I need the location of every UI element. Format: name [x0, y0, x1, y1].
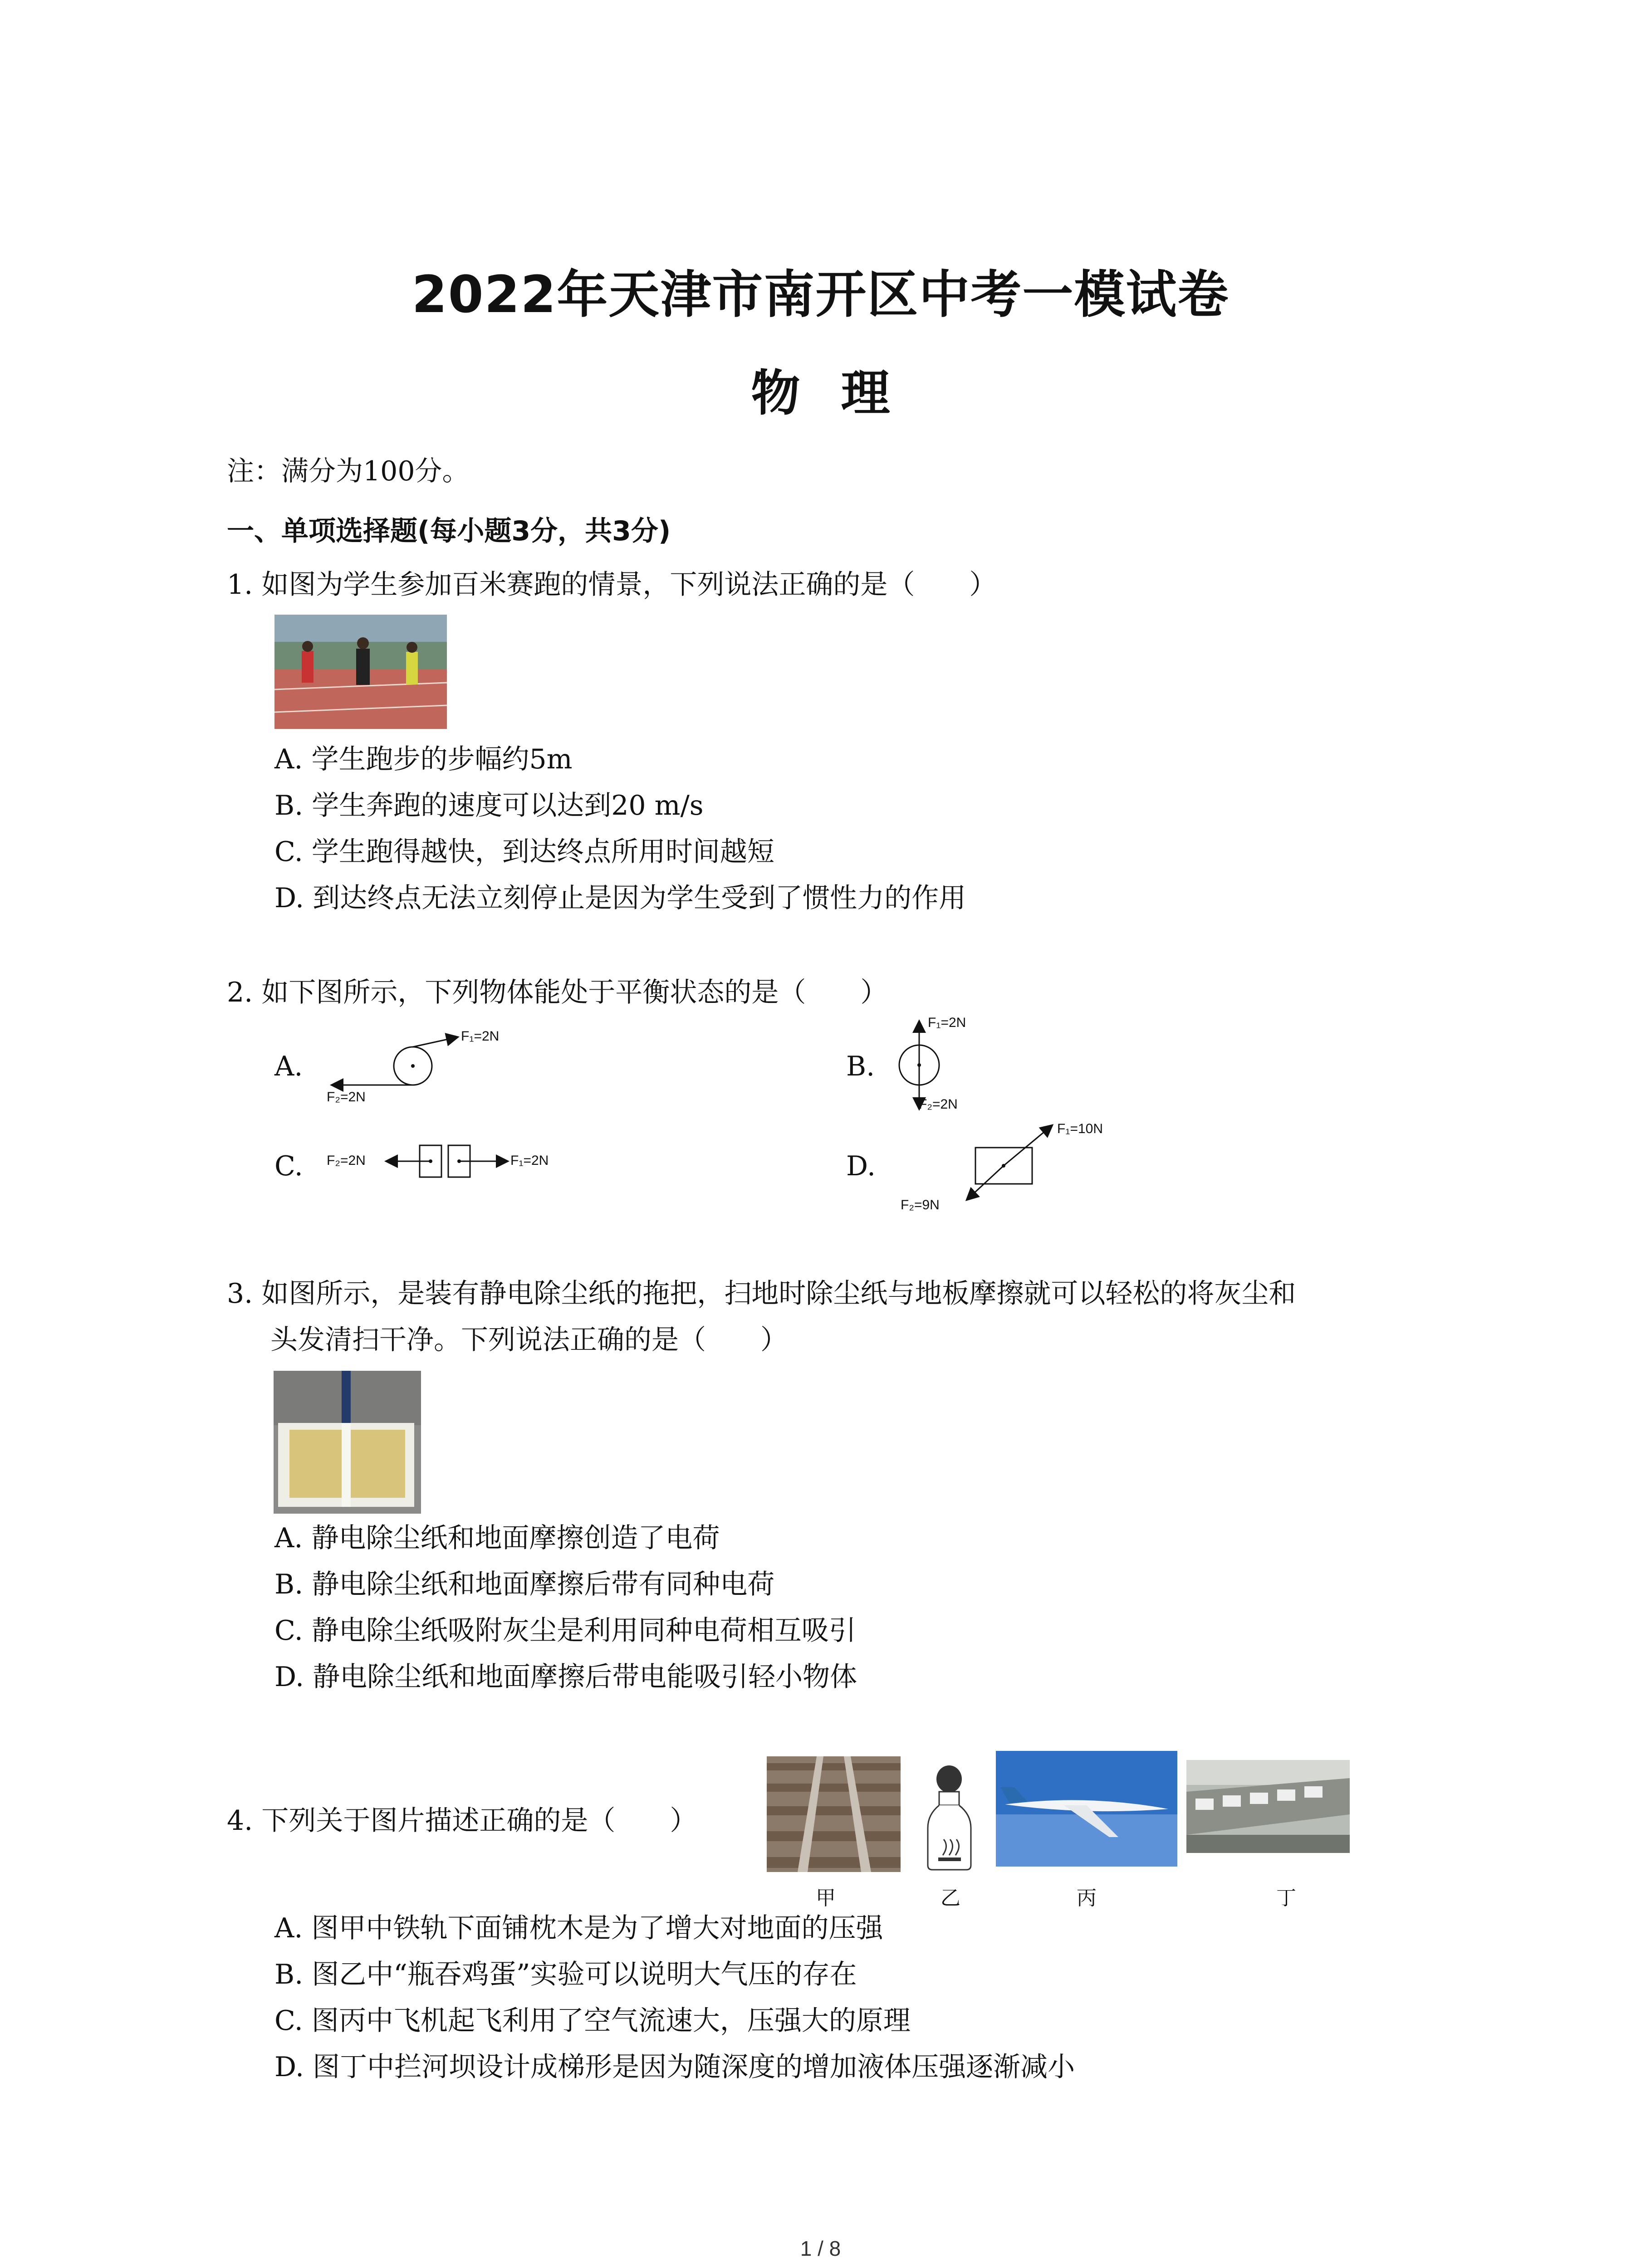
caption-jia: 甲: [816, 1887, 836, 1910]
dam-photo: [1186, 1760, 1350, 1853]
caption-ding: 丁: [1276, 1887, 1296, 1910]
sprint-race-photo: [274, 615, 447, 729]
q3-option-a[interactable]: A. 静电除尘纸和地面摩擦创造了电荷: [274, 1522, 720, 1554]
q2-a-f2-label: F₂=2N: [327, 1090, 366, 1105]
q3-option-c[interactable]: C. 静电除尘纸吸附灰尘是利用同种电荷相互吸引: [274, 1615, 856, 1647]
q3-option-b[interactable]: B. 静电除尘纸和地面摩擦后带有同种电荷: [274, 1569, 775, 1600]
caption-bing: 丙: [1077, 1887, 1097, 1910]
q3-option-d[interactable]: D. 静电除尘纸和地面摩擦后带电能吸引轻小物体: [274, 1661, 857, 1693]
q2-option-a-label[interactable]: A.: [274, 1051, 303, 1082]
q2-d-f2-label: F₂=9N: [901, 1198, 940, 1212]
q4-option-d[interactable]: D. 图丁中拦河坝设计成梯形是因为随深度的增加液体压强逐渐减小: [274, 2051, 1075, 2083]
page-number: 1 / 8: [800, 2237, 841, 2260]
q1-option-b[interactable]: B. 学生奔跑的速度可以达到20 m/s: [274, 790, 704, 821]
q4-option-c[interactable]: C. 图丙中飞机起飞利用了空气流速大，压强大的原理: [274, 2005, 911, 2037]
bottle-egg-diagram: [916, 1765, 982, 1873]
q2-c-f1-label: F₁=2N: [510, 1153, 549, 1168]
mop-photo: [274, 1371, 421, 1514]
q4-option-a[interactable]: A. 图甲中铁轨下面铺枕木是为了增大对地面的压强: [274, 1912, 883, 1944]
railway-photo: [767, 1756, 901, 1872]
section-heading: 一、单项选择题(每小题3分，共3分): [227, 515, 671, 547]
airplane-photo: [996, 1751, 1177, 1867]
exam-title: 2022年天津市南开区中考一模试卷: [411, 265, 1230, 324]
q2-option-b-label[interactable]: B.: [846, 1051, 875, 1082]
caption-yi: 乙: [941, 1887, 960, 1910]
q4-stem: 4. 下列关于图片描述正确的是（ ）: [227, 1805, 697, 1837]
q2-option-d-label[interactable]: D.: [846, 1150, 876, 1182]
q1-option-d[interactable]: D. 到达终点无法立刻停止是因为学生受到了惯性力的作用: [274, 882, 966, 914]
q3-stem-line2: 头发清扫干净。下列说法正确的是（ ）: [270, 1324, 788, 1356]
q2-b-f2-label: F₂=2N: [919, 1097, 958, 1112]
score-note: 注：满分为100分。: [227, 455, 470, 487]
q2-a-f1-label: F₁=2N: [461, 1029, 500, 1044]
q2-option-c-label[interactable]: C.: [274, 1150, 303, 1182]
q2-d-f1-label: F₁=10N: [1057, 1121, 1103, 1136]
q1-option-c[interactable]: C. 学生跑得越快，到达终点所用时间越短: [274, 836, 774, 868]
q2-stem: 2. 如下图所示，下列物体能处于平衡状态的是（ ）: [227, 977, 888, 1008]
q3-stem-line1: 3. 如图所示，是装有静电除尘纸的拖把，扫地时除尘纸与地板摩擦就可以轻松的将灰尘和: [227, 1278, 1296, 1310]
q1-stem: 1. 如图为学生参加百米赛跑的情景，下列说法正确的是（ ）: [227, 569, 997, 601]
q2-c-f2-label: F₂=2N: [327, 1153, 366, 1168]
q4-option-b[interactable]: B. 图乙中“瓶吞鸡蛋”实验可以说明大气压的存在: [274, 1959, 857, 1990]
q2-b-f1-label: F₁=2N: [928, 1015, 966, 1030]
q1-option-a[interactable]: A. 学生跑步的步幅约5m: [274, 743, 573, 775]
subject-title: 物理: [751, 365, 931, 422]
